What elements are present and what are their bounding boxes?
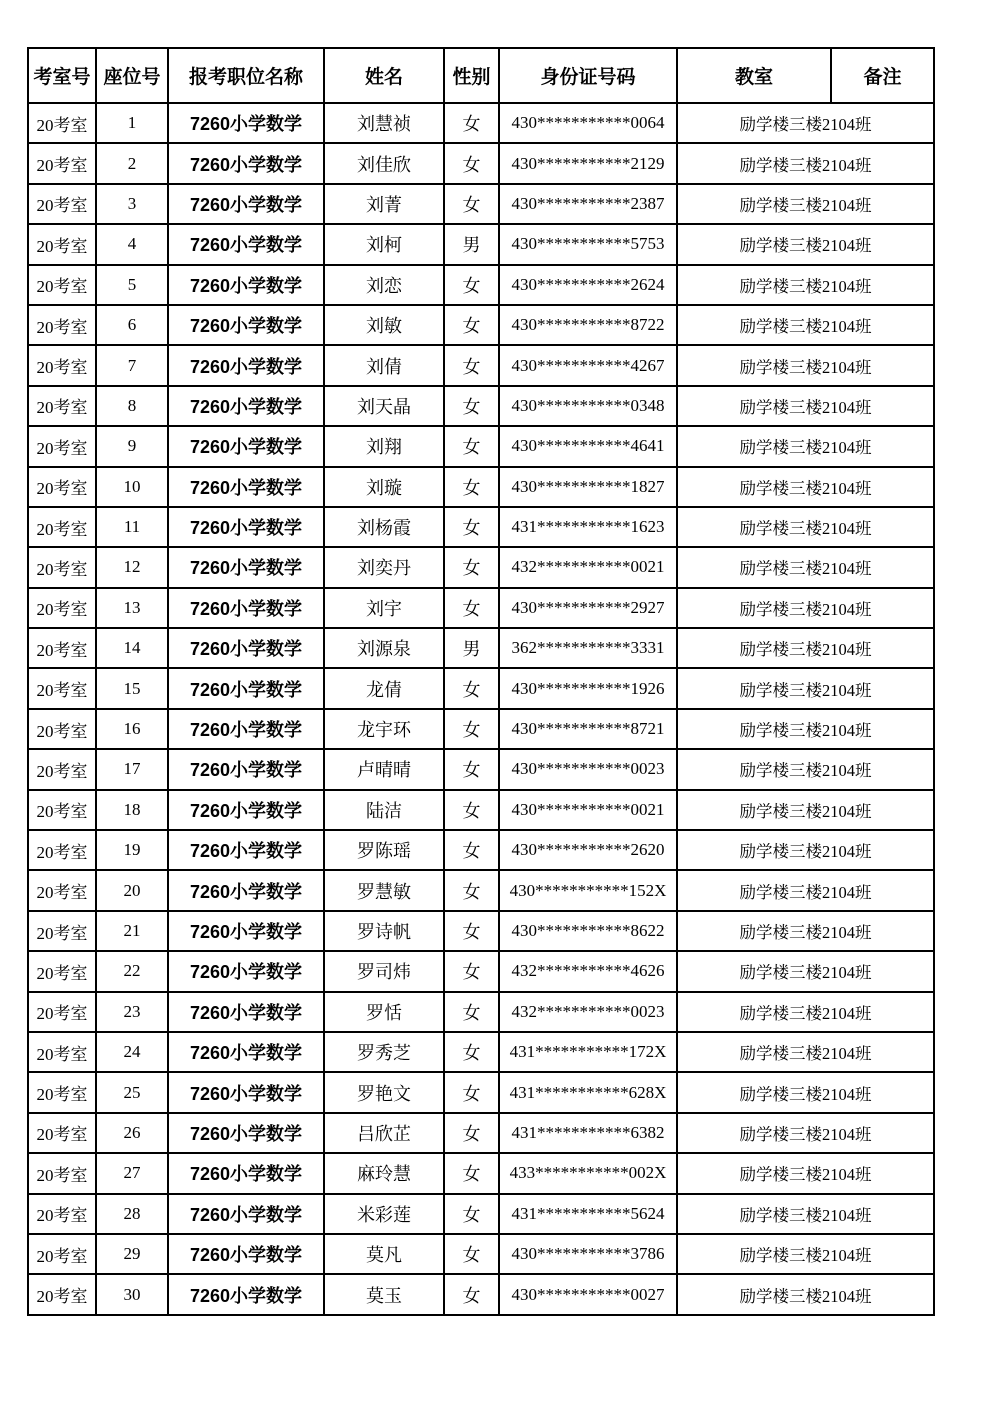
name-cell: 刘翔	[324, 426, 444, 466]
position-cell: 7260小学数学	[168, 467, 324, 507]
seat-cell: 19	[96, 830, 168, 870]
id-number-cell: 430***********0021	[499, 790, 677, 830]
seat-cell: 29	[96, 1234, 168, 1274]
exam-seating-table	[27, 47, 935, 1316]
classroom-cell: 励学楼三楼2104班	[677, 992, 934, 1032]
id-number-cell: 433***********002X	[499, 1153, 677, 1193]
table-row	[28, 911, 934, 951]
name-cell: 刘敏	[324, 305, 444, 345]
name-cell: 陆洁	[324, 790, 444, 830]
name-cell: 刘天晶	[324, 386, 444, 426]
gender-cell: 女	[444, 911, 499, 951]
room-cell: 20考室	[28, 1194, 96, 1234]
id-number-cell: 430***********4267	[499, 345, 677, 385]
classroom-cell: 励学楼三楼2104班	[677, 305, 934, 345]
seat-cell: 12	[96, 547, 168, 587]
id-number-cell: 430***********0023	[499, 749, 677, 789]
id-number-cell: 430***********2129	[499, 143, 677, 183]
table-row	[28, 830, 934, 870]
room-cell: 20考室	[28, 870, 96, 910]
classroom-cell: 励学楼三楼2104班	[677, 911, 934, 951]
seat-cell: 22	[96, 951, 168, 991]
header-name: 姓名	[324, 48, 444, 103]
id-number-cell: 430***********152X	[499, 870, 677, 910]
gender-cell: 女	[444, 1194, 499, 1234]
seat-cell: 23	[96, 992, 168, 1032]
name-cell: 刘菁	[324, 184, 444, 224]
room-cell: 20考室	[28, 628, 96, 668]
seat-cell: 7	[96, 345, 168, 385]
id-number-cell: 430***********0348	[499, 386, 677, 426]
table-row	[28, 143, 934, 183]
name-cell: 刘倩	[324, 345, 444, 385]
id-number-cell: 432***********0021	[499, 547, 677, 587]
gender-cell: 女	[444, 103, 499, 143]
table-row	[28, 709, 934, 749]
seat-cell: 14	[96, 628, 168, 668]
classroom-cell: 励学楼三楼2104班	[677, 1194, 934, 1234]
position-cell: 7260小学数学	[168, 143, 324, 183]
seat-cell: 6	[96, 305, 168, 345]
table-row	[28, 467, 934, 507]
seat-cell: 20	[96, 870, 168, 910]
room-cell: 20考室	[28, 1072, 96, 1112]
classroom-cell: 励学楼三楼2104班	[677, 1234, 934, 1274]
position-cell: 7260小学数学	[168, 1072, 324, 1112]
position-cell: 7260小学数学	[168, 588, 324, 628]
room-cell: 20考室	[28, 911, 96, 951]
position-cell: 7260小学数学	[168, 749, 324, 789]
seat-cell: 16	[96, 709, 168, 749]
classroom-cell: 励学楼三楼2104班	[677, 588, 934, 628]
position-cell: 7260小学数学	[168, 668, 324, 708]
seat-cell: 9	[96, 426, 168, 466]
table-row	[28, 265, 934, 305]
classroom-cell: 励学楼三楼2104班	[677, 668, 934, 708]
room-cell: 20考室	[28, 426, 96, 466]
room-cell: 20考室	[28, 1234, 96, 1274]
classroom-cell: 励学楼三楼2104班	[677, 143, 934, 183]
room-cell: 20考室	[28, 1153, 96, 1193]
gender-cell: 男	[444, 628, 499, 668]
header-position: 报考职位名称	[168, 48, 324, 103]
table-row	[28, 668, 934, 708]
id-number-cell: 430***********1926	[499, 668, 677, 708]
gender-cell: 女	[444, 709, 499, 749]
name-cell: 罗秀芝	[324, 1032, 444, 1072]
gender-cell: 女	[444, 1153, 499, 1193]
room-cell: 20考室	[28, 709, 96, 749]
classroom-cell: 励学楼三楼2104班	[677, 749, 934, 789]
gender-cell: 女	[444, 305, 499, 345]
id-number-cell: 430***********2624	[499, 265, 677, 305]
id-number-cell: 430***********2620	[499, 830, 677, 870]
gender-cell: 女	[444, 668, 499, 708]
table-row	[28, 547, 934, 587]
header-remark: 备注	[831, 48, 934, 103]
header-gender: 性别	[444, 48, 499, 103]
position-cell: 7260小学数学	[168, 224, 324, 264]
gender-cell: 女	[444, 1234, 499, 1274]
table-row	[28, 790, 934, 830]
position-cell: 7260小学数学	[168, 1032, 324, 1072]
name-cell: 刘恋	[324, 265, 444, 305]
table-row	[28, 345, 934, 385]
room-cell: 20考室	[28, 224, 96, 264]
name-cell: 莫凡	[324, 1234, 444, 1274]
id-number-cell: 430***********3786	[499, 1234, 677, 1274]
room-cell: 20考室	[28, 103, 96, 143]
position-cell: 7260小学数学	[168, 870, 324, 910]
id-number-cell: 431***********5624	[499, 1194, 677, 1234]
room-cell: 20考室	[28, 668, 96, 708]
room-cell: 20考室	[28, 345, 96, 385]
name-cell: 罗陈瑶	[324, 830, 444, 870]
position-cell: 7260小学数学	[168, 265, 324, 305]
classroom-cell: 励学楼三楼2104班	[677, 467, 934, 507]
position-cell: 7260小学数学	[168, 345, 324, 385]
name-cell: 罗艳文	[324, 1072, 444, 1112]
gender-cell: 女	[444, 265, 499, 305]
name-cell: 罗司炜	[324, 951, 444, 991]
seat-cell: 1	[96, 103, 168, 143]
table-row	[28, 1274, 934, 1314]
position-cell: 7260小学数学	[168, 911, 324, 951]
room-cell: 20考室	[28, 386, 96, 426]
seat-cell: 11	[96, 507, 168, 547]
name-cell: 吕欣芷	[324, 1113, 444, 1153]
header-id-number: 身份证号码	[499, 48, 677, 103]
gender-cell: 女	[444, 749, 499, 789]
name-cell: 罗慧敏	[324, 870, 444, 910]
classroom-cell: 励学楼三楼2104班	[677, 547, 934, 587]
name-cell: 罗恬	[324, 992, 444, 1032]
table-row	[28, 628, 934, 668]
name-cell: 刘奕丹	[324, 547, 444, 587]
name-cell: 卢晴晴	[324, 749, 444, 789]
position-cell: 7260小学数学	[168, 709, 324, 749]
room-cell: 20考室	[28, 1113, 96, 1153]
seat-cell: 24	[96, 1032, 168, 1072]
name-cell: 龙宇环	[324, 709, 444, 749]
seat-cell: 18	[96, 790, 168, 830]
room-cell: 20考室	[28, 265, 96, 305]
gender-cell: 女	[444, 992, 499, 1032]
gender-cell: 女	[444, 790, 499, 830]
classroom-cell: 励学楼三楼2104班	[677, 1032, 934, 1072]
position-cell: 7260小学数学	[168, 1234, 324, 1274]
table-row	[28, 305, 934, 345]
name-cell: 刘源泉	[324, 628, 444, 668]
seat-cell: 28	[96, 1194, 168, 1234]
classroom-cell: 励学楼三楼2104班	[677, 1274, 934, 1314]
classroom-cell: 励学楼三楼2104班	[677, 1153, 934, 1193]
position-cell: 7260小学数学	[168, 992, 324, 1032]
room-cell: 20考室	[28, 507, 96, 547]
room-cell: 20考室	[28, 305, 96, 345]
gender-cell: 女	[444, 143, 499, 183]
position-cell: 7260小学数学	[168, 184, 324, 224]
position-cell: 7260小学数学	[168, 1153, 324, 1193]
id-number-cell: 431***********1623	[499, 507, 677, 547]
classroom-cell: 励学楼三楼2104班	[677, 951, 934, 991]
header-row	[28, 48, 934, 103]
table-row	[28, 749, 934, 789]
name-cell: 米彩莲	[324, 1194, 444, 1234]
position-cell: 7260小学数学	[168, 507, 324, 547]
gender-cell: 女	[444, 1032, 499, 1072]
id-number-cell: 430***********0027	[499, 1274, 677, 1314]
gender-cell: 女	[444, 830, 499, 870]
gender-cell: 女	[444, 184, 499, 224]
seat-cell: 25	[96, 1072, 168, 1112]
name-cell: 刘杨霞	[324, 507, 444, 547]
position-cell: 7260小学数学	[168, 790, 324, 830]
gender-cell: 女	[444, 1113, 499, 1153]
seat-cell: 17	[96, 749, 168, 789]
classroom-cell: 励学楼三楼2104班	[677, 709, 934, 749]
id-number-cell: 432***********4626	[499, 951, 677, 991]
gender-cell: 女	[444, 345, 499, 385]
position-cell: 7260小学数学	[168, 305, 324, 345]
classroom-cell: 励学楼三楼2104班	[677, 628, 934, 668]
id-number-cell: 431***********6382	[499, 1113, 677, 1153]
seat-cell: 30	[96, 1274, 168, 1314]
name-cell: 麻玲慧	[324, 1153, 444, 1193]
classroom-cell: 励学楼三楼2104班	[677, 103, 934, 143]
gender-cell: 女	[444, 951, 499, 991]
classroom-cell: 励学楼三楼2104班	[677, 830, 934, 870]
id-number-cell: 431***********628X	[499, 1072, 677, 1112]
id-number-cell: 432***********0023	[499, 992, 677, 1032]
name-cell: 龙倩	[324, 668, 444, 708]
table-row	[28, 1194, 934, 1234]
id-number-cell: 430***********0064	[499, 103, 677, 143]
room-cell: 20考室	[28, 467, 96, 507]
classroom-cell: 励学楼三楼2104班	[677, 224, 934, 264]
seat-cell: 27	[96, 1153, 168, 1193]
classroom-cell: 励学楼三楼2104班	[677, 345, 934, 385]
seat-cell: 5	[96, 265, 168, 305]
seat-cell: 26	[96, 1113, 168, 1153]
gender-cell: 女	[444, 426, 499, 466]
table-row	[28, 992, 934, 1032]
seat-cell: 8	[96, 386, 168, 426]
position-cell: 7260小学数学	[168, 426, 324, 466]
classroom-cell: 励学楼三楼2104班	[677, 184, 934, 224]
gender-cell: 男	[444, 224, 499, 264]
gender-cell: 女	[444, 870, 499, 910]
room-cell: 20考室	[28, 1032, 96, 1072]
room-cell: 20考室	[28, 143, 96, 183]
classroom-cell: 励学楼三楼2104班	[677, 386, 934, 426]
table-row	[28, 184, 934, 224]
position-cell: 7260小学数学	[168, 951, 324, 991]
table-row	[28, 224, 934, 264]
id-number-cell: 430***********4641	[499, 426, 677, 466]
seat-cell: 15	[96, 668, 168, 708]
room-cell: 20考室	[28, 749, 96, 789]
position-cell: 7260小学数学	[168, 1274, 324, 1314]
name-cell: 刘佳欣	[324, 143, 444, 183]
room-cell: 20考室	[28, 1274, 96, 1314]
gender-cell: 女	[444, 467, 499, 507]
gender-cell: 女	[444, 1274, 499, 1314]
table-row	[28, 1234, 934, 1274]
classroom-cell: 励学楼三楼2104班	[677, 426, 934, 466]
id-number-cell: 362***********3331	[499, 628, 677, 668]
id-number-cell: 430***********8722	[499, 305, 677, 345]
gender-cell: 女	[444, 588, 499, 628]
id-number-cell: 430***********2387	[499, 184, 677, 224]
classroom-cell: 励学楼三楼2104班	[677, 790, 934, 830]
room-cell: 20考室	[28, 547, 96, 587]
seat-cell: 4	[96, 224, 168, 264]
room-cell: 20考室	[28, 830, 96, 870]
id-number-cell: 430***********1827	[499, 467, 677, 507]
id-number-cell: 430***********8721	[499, 709, 677, 749]
table-row	[28, 103, 934, 143]
header-room: 考室号	[28, 48, 96, 103]
classroom-cell: 励学楼三楼2104班	[677, 265, 934, 305]
seat-cell: 10	[96, 467, 168, 507]
table-row	[28, 1113, 934, 1153]
position-cell: 7260小学数学	[168, 628, 324, 668]
header-seat: 座位号	[96, 48, 168, 103]
seat-cell: 3	[96, 184, 168, 224]
header-classroom: 教室	[677, 48, 831, 103]
id-number-cell: 430***********5753	[499, 224, 677, 264]
position-cell: 7260小学数学	[168, 547, 324, 587]
gender-cell: 女	[444, 386, 499, 426]
room-cell: 20考室	[28, 184, 96, 224]
table-row	[28, 1032, 934, 1072]
classroom-cell: 励学楼三楼2104班	[677, 1072, 934, 1112]
position-cell: 7260小学数学	[168, 830, 324, 870]
gender-cell: 女	[444, 507, 499, 547]
id-number-cell: 431***********172X	[499, 1032, 677, 1072]
gender-cell: 女	[444, 1072, 499, 1112]
seat-cell: 13	[96, 588, 168, 628]
table-row	[28, 1072, 934, 1112]
position-cell: 7260小学数学	[168, 386, 324, 426]
classroom-cell: 励学楼三楼2104班	[677, 1113, 934, 1153]
seat-cell: 2	[96, 143, 168, 183]
room-cell: 20考室	[28, 588, 96, 628]
table-row	[28, 386, 934, 426]
table-row	[28, 1153, 934, 1193]
room-cell: 20考室	[28, 790, 96, 830]
name-cell: 刘柯	[324, 224, 444, 264]
name-cell: 刘慧祯	[324, 103, 444, 143]
room-cell: 20考室	[28, 992, 96, 1032]
gender-cell: 女	[444, 547, 499, 587]
table-row	[28, 507, 934, 547]
name-cell: 刘宇	[324, 588, 444, 628]
classroom-cell: 励学楼三楼2104班	[677, 870, 934, 910]
position-cell: 7260小学数学	[168, 1113, 324, 1153]
room-cell: 20考室	[28, 951, 96, 991]
id-number-cell: 430***********2927	[499, 588, 677, 628]
seat-cell: 21	[96, 911, 168, 951]
table-row	[28, 426, 934, 466]
table-row	[28, 588, 934, 628]
position-cell: 7260小学数学	[168, 1194, 324, 1234]
id-number-cell: 430***********8622	[499, 911, 677, 951]
classroom-cell: 励学楼三楼2104班	[677, 507, 934, 547]
name-cell: 罗诗帆	[324, 911, 444, 951]
table-row	[28, 951, 934, 991]
name-cell: 莫玉	[324, 1274, 444, 1314]
name-cell: 刘璇	[324, 467, 444, 507]
position-cell: 7260小学数学	[168, 103, 324, 143]
table-row	[28, 870, 934, 910]
